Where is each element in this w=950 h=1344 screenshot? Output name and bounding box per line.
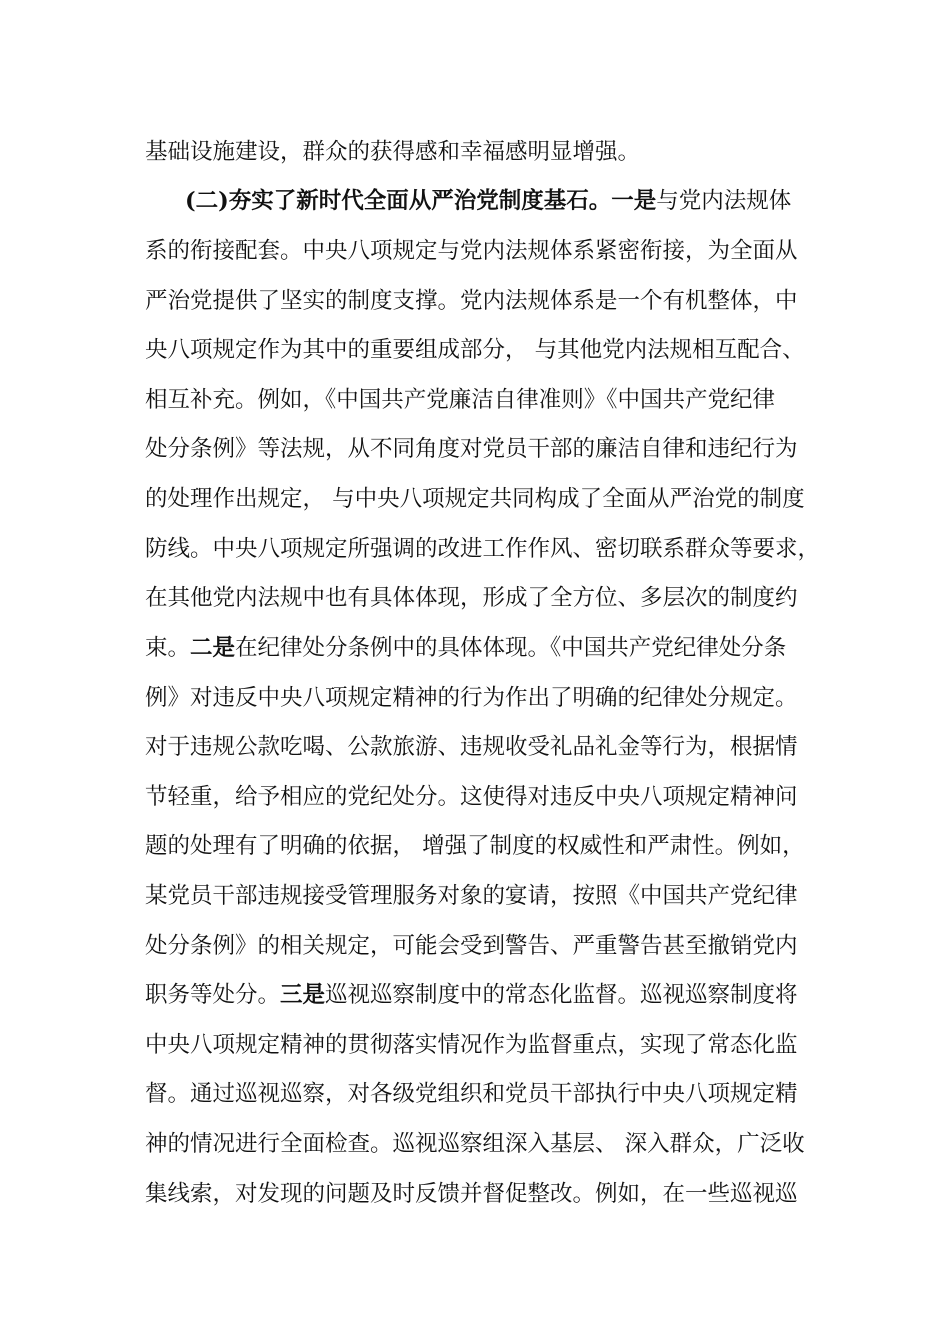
line-text: 处分条例》的相关规定，可能会受到警告、严重警告甚至撤销党内 [145,933,798,959]
line-text: 在纪律处分条例中的具体体现。《中国共产党纪律处分条 [235,635,787,661]
line-text: 防线。中央八项规定所强调的改进工作作风、密切联系群众等要求， [145,536,821,562]
bold-lead: 二是 [190,635,236,661]
text-line [145,927,815,965]
text-line [145,381,815,419]
text-line [145,679,815,717]
text-line [145,530,821,568]
text-line [145,877,815,915]
section-heading: (二)夯实了新时代全面从严治党制度基石。一是 [185,188,657,214]
line-text: 的处理作出规定， 与中央八项规定共同构成了全面从严治党的制度 [145,486,805,512]
line-text: 基础设施建设，群众的获得感和幸福感明显增强。 [145,139,641,165]
text-line [145,282,815,320]
text-line [145,579,815,617]
line-text: 集线索，对发现的问题及时反馈并督促整改。例如，在一些巡视巡 [145,1181,798,1207]
line-text: 职务等处分。 [145,982,281,1008]
bold-lead: 三是 [280,982,326,1008]
line-text: 巡视巡察制度中的常态化监督。巡视巡察制度将 [325,982,798,1008]
line-text: 严治党提供了坚实的制度支撑。党内法规体系是一个有机整体，中 [145,288,798,314]
text-line [145,976,815,1014]
line-text: 处分条例》等法规，从不同角度对党员干部的廉洁自律和违纪行为 [145,436,798,462]
line-text: 相互补充。例如，《中国共产党廉洁自律准则》《中国共产党纪律 [145,387,776,413]
line-text: 束。 [145,635,191,661]
text-line [145,728,815,766]
text-line [145,331,815,369]
text-line [145,1075,815,1113]
line-text: 督。通过巡视巡察，对各级党组织和党员干部执行中央八项规定精 [145,1081,798,1107]
text-line [145,232,815,270]
line-text: 神的情况进行全面检查。巡视巡察组深入基层、 深入群众，广泛收 [145,1131,805,1157]
text-line [145,827,815,865]
text-line [145,430,815,468]
line-text: 在其他党内法规中也有具体体现，形成了全方位、多层次的制度约 [145,585,798,611]
text-line [145,133,815,171]
text-line [145,1026,815,1064]
line-text: 对于违规公款吃喝、公款旅游、违规收受礼品礼金等行为，根据情 [145,734,798,760]
line-text: 央八项规定作为其中的重要组成部分， 与其他党内法规相互配合、 [145,337,805,363]
text-line [145,1125,815,1163]
line-text: 例》对违反中央八项规定精神的行为作出了明确的纪律处分规定。 [145,685,798,711]
text-line [145,629,815,667]
line-text: 中央八项规定精神的贯彻落实情况作为监督重点，实现了常态化监 [145,1032,798,1058]
text-line [145,480,815,518]
line-text: 与党内法规体 [656,188,792,214]
text-line [145,1175,815,1213]
line-text: 某党员干部违规接受管理服务对象的宴请，按照《中国共产党纪律 [145,883,798,909]
section-heading-line [185,182,815,220]
line-text: 节轻重，给予相应的党纪处分。这使得对违反中央八项规定精神问 [145,784,798,810]
text-line [145,778,815,816]
line-text: 题的处理有了明确的依据， 增强了制度的权威性和严肃性。例如， [145,833,805,859]
line-text: 系的衔接配套。中央八项规定与党内法规体系紧密衔接，为全面从 [145,238,798,264]
